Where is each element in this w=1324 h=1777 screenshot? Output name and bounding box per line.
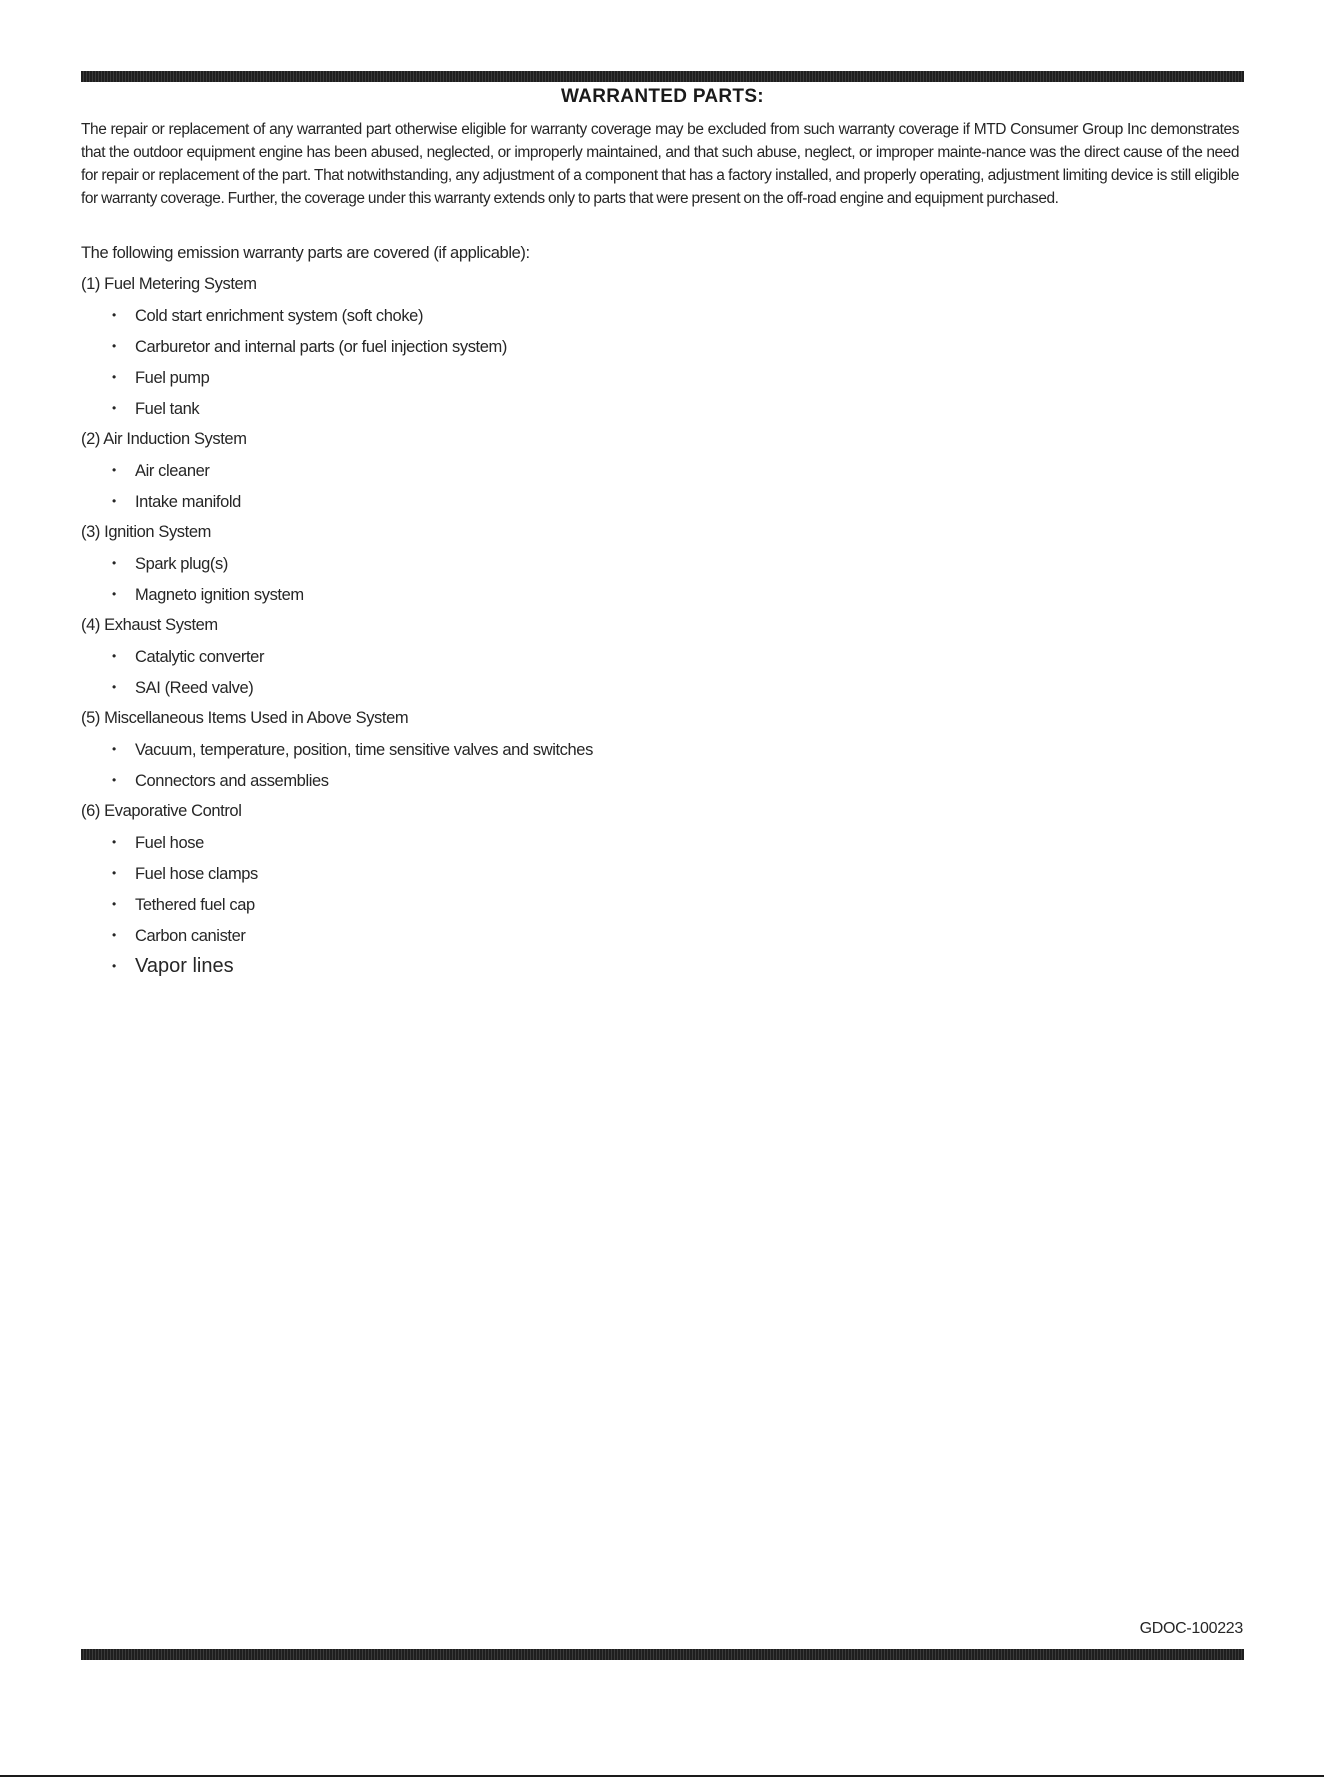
bottom-rule: [81, 1649, 1244, 1660]
category-exhaust: [81, 613, 1181, 706]
list-item: [81, 892, 1181, 923]
list-item: [81, 830, 1181, 861]
bullet-icon: •: [112, 928, 116, 942]
list-item: [81, 675, 1181, 706]
top-rule: [81, 71, 1244, 82]
list-item: [81, 923, 1181, 954]
bullet-icon: •: [112, 897, 116, 911]
parts-list: [81, 241, 1181, 985]
list-item: [81, 861, 1181, 892]
list-item: [81, 954, 1181, 985]
bullet-icon: •: [112, 370, 116, 384]
bullet-icon: •: [112, 463, 116, 477]
list-item: [81, 303, 1181, 334]
list-item: [81, 551, 1181, 582]
bullet-icon: •: [112, 308, 116, 322]
item-label: Carburetor and internal parts (or fuel injection system): [135, 338, 507, 356]
bullet-icon: •: [112, 959, 117, 973]
list-item: [81, 489, 1181, 520]
list-item: [81, 334, 1181, 365]
category-title: (2) Air Induction System: [81, 430, 247, 448]
category-title: (6) Evaporative Control: [81, 802, 242, 820]
list-item: [81, 582, 1181, 613]
item-label: Air cleaner: [135, 462, 210, 480]
item-label: Carbon canister: [135, 927, 246, 945]
item-label: Vapor lines: [135, 955, 234, 977]
item-label: Tethered fuel cap: [135, 896, 255, 914]
item-label: Vacuum, temperature, position, time sensitive valves and switches: [135, 741, 593, 759]
list-item: [81, 737, 1181, 768]
bullet-icon: •: [112, 401, 116, 415]
intro-paragraph: The repair or replacement of any warranted part otherwise eligible for warranty coverage may be excluded from such warranty coverage if MTD Consumer Group Inc demonstrates that the outdoor equipment engine has been abused, neglected, or improperly maintained, and that such abuse, neglect, or improper mainte-nance was the direct cause of the need for repair or replacement of the part. That notwithstanding, any adjustment of a component that has a factory installed, and properly operating, adjustment limiting device is still eligible for warranty coverage. Further, the coverage under this warranty extends only to parts that were present on the off-road engine and equipment purchased.: [81, 121, 1239, 207]
category-title: (1) Fuel Metering System: [81, 275, 257, 293]
category-fuel-metering: [81, 272, 1181, 427]
bullet-icon: •: [112, 649, 116, 663]
bullet-icon: •: [112, 835, 116, 849]
list-item: [81, 458, 1181, 489]
item-label: Magneto ignition system: [135, 586, 304, 604]
category-air-induction: [81, 427, 1181, 520]
bullet-icon: •: [112, 680, 116, 694]
item-label: Fuel pump: [135, 369, 210, 387]
item-label: Cold start enrichment system (soft choke): [135, 307, 424, 325]
document-id: GDOC-100223: [1139, 1620, 1243, 1637]
category-evaporative: [81, 799, 1181, 985]
page-heading: WARRANTED PARTS:: [561, 86, 764, 107]
covered-parts-lead: The following emission warranty parts are covered (if applicable):: [81, 244, 530, 262]
bullet-icon: •: [112, 587, 116, 601]
item-label: Fuel tank: [135, 400, 200, 418]
category-miscellaneous: [81, 706, 1181, 799]
bullet-icon: •: [112, 866, 116, 880]
bullet-icon: •: [112, 494, 116, 508]
item-label: Fuel hose clamps: [135, 865, 258, 883]
list-item: [81, 365, 1181, 396]
list-item: [81, 644, 1181, 675]
bullet-icon: •: [112, 556, 116, 570]
item-label: SAI (Reed valve): [135, 679, 254, 697]
bullet-icon: •: [112, 742, 116, 756]
bullet-icon: •: [112, 339, 116, 353]
bullet-icon: •: [112, 773, 116, 787]
item-label: Spark plug(s): [135, 555, 228, 573]
category-ignition: [81, 520, 1181, 613]
item-label: Catalytic converter: [135, 648, 265, 666]
list-item: [81, 768, 1181, 799]
category-title: (5) Miscellaneous Items Used in Above System: [81, 709, 409, 727]
category-title: (4) Exhaust System: [81, 616, 218, 634]
category-title: (3) Ignition System: [81, 523, 211, 541]
list-item: [81, 396, 1181, 427]
item-label: Connectors and assemblies: [135, 772, 329, 790]
item-label: Fuel hose: [135, 834, 204, 852]
item-label: Intake manifold: [135, 493, 241, 511]
